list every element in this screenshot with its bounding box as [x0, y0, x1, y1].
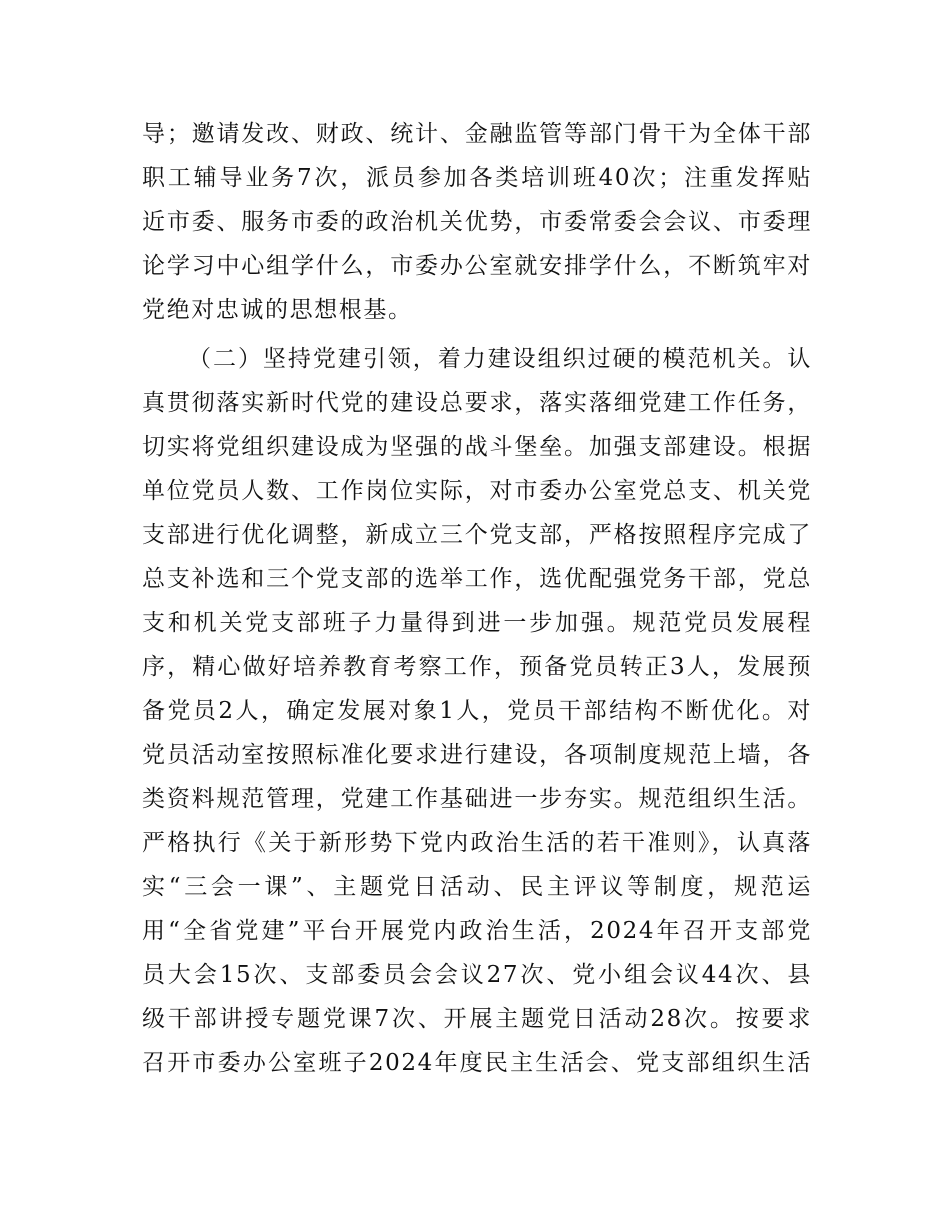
text-line: 严格执行《关于新形势下党内政治生活的若干准则》，认真落	[142, 830, 812, 856]
text-line: 论学习中心组学什么，市委办公室就安排学什么，不断筑牢对	[142, 253, 812, 279]
text-line: 支和机关党支部班子力量得到进一步加强。规范党员发展程	[142, 610, 812, 636]
text-line: 导；邀请发改、财政、统计、金融监管等部门骨干为全体干部	[142, 121, 812, 147]
text-line: 用“全省党建”平台开展党内政治生活，2024年召开支部党	[142, 918, 812, 944]
text-line: 总支补选和三个党支部的选举工作，选优配强党务干部，党总	[142, 566, 812, 592]
text-line: 近市委、服务市委的政治机关优势，市委常委会会议、市委理	[142, 209, 812, 235]
text-line: 党绝对忠诚的思想根基。	[142, 297, 413, 323]
document-body	[142, 112, 812, 1085]
text-line: 单位党员人数、工作岗位实际，对市委办公室党总支、机关党	[142, 478, 812, 504]
text-line: 职工辅导业务7次，派员参加各类培训班40次；注重发挥贴	[142, 165, 812, 191]
text-line: 级干部讲授专题党课7次、开展主题党日活动28次。按要求	[142, 1006, 812, 1032]
text-line: 党员活动室按照标准化要求进行建设，各项制度规范上墙，各	[142, 742, 812, 768]
paragraph-2	[142, 337, 812, 1085]
text-line: 序，精心做好培养教育考察工作，预备党员转正3人，发展预	[142, 654, 812, 680]
text-line: 真贯彻落实新时代党的建设总要求，落实落细党建工作任务，	[142, 390, 812, 416]
text-line: 实“三会一课”、主题党日活动、民主评议等制度，规范运	[142, 874, 812, 900]
section-heading-line: （二）坚持党建引领，着力建设组织过硬的模范机关。认	[188, 346, 812, 372]
text-line: 召开市委办公室班子2024年度民主生活会、党支部组织生活	[142, 1050, 812, 1076]
text-line: 切实将党组织建设成为坚强的战斗堡垒。加强支部建设。根据	[142, 434, 812, 460]
text-line: 类资料规范管理，党建工作基础进一步夯实。规范组织生活。	[142, 786, 812, 812]
text-line: 支部进行优化调整，新成立三个党支部，严格按照程序完成了	[142, 522, 812, 548]
text-line: 员大会15次、支部委员会会议27次、党小组会议44次、县	[142, 962, 812, 988]
paragraph-1	[142, 112, 812, 332]
text-line: 备党员2人，确定发展对象1人，党员干部结构不断优化。对	[142, 698, 812, 724]
